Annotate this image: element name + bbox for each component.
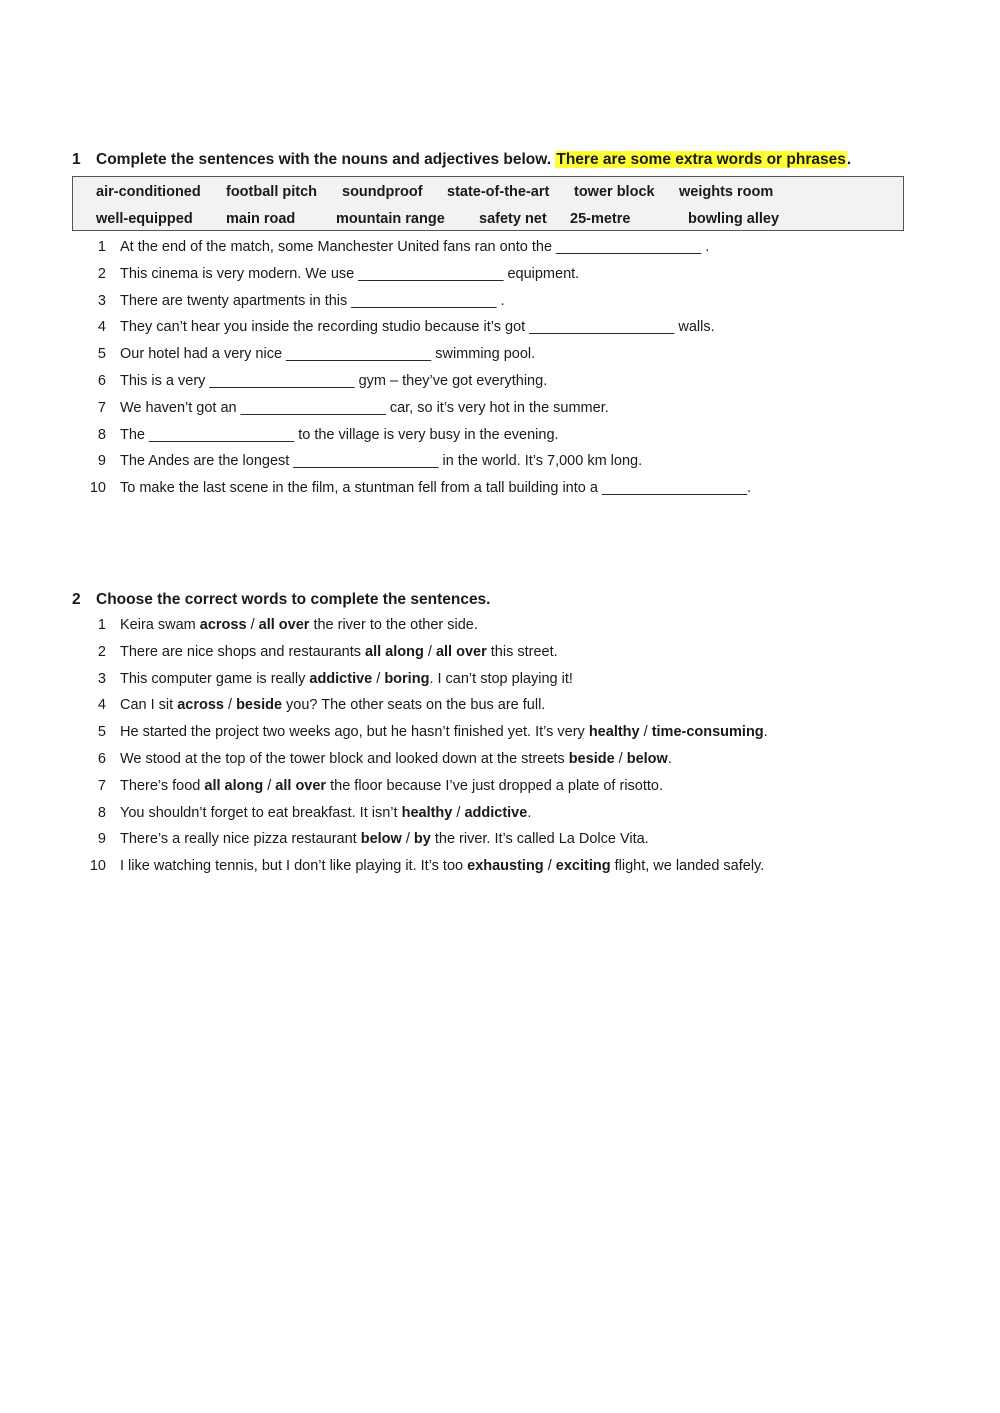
sentence-end: the floor because I’ve just dropped a plate of risotto. (326, 777, 664, 794)
sentence-start: I like watching tennis, but I don’t like playing it. It’s too (120, 858, 468, 875)
word-chip: state-of-the-art (447, 184, 550, 200)
sentence-text: This is a very __________________ gym – they’ve got everything. (120, 372, 548, 389)
choice-item (72, 853, 922, 880)
choice-sentence (120, 826, 649, 853)
sentence-start: There are nice shops and restaurants (120, 643, 366, 660)
option-b: all over (435, 643, 487, 660)
sentence-text: They can’t hear you inside the recording studio because it’s got __________________ walls. (120, 319, 715, 336)
option-a: beside (568, 750, 615, 767)
sentence-start: Keira swam (120, 617, 200, 633)
sentence-end: this street. (486, 643, 558, 660)
sentence-item (72, 422, 922, 449)
sentence-item (72, 314, 922, 341)
option-a: addictive (309, 670, 373, 687)
sentence-item (72, 475, 922, 502)
item-number: 7 (97, 777, 106, 794)
sentence-item (72, 448, 922, 475)
choice-sentence (120, 853, 764, 880)
option-a: across (199, 617, 247, 633)
item-number: 8 (97, 426, 106, 443)
option-a: all along (204, 777, 264, 794)
option-a: healthy (401, 804, 453, 821)
choice-item (72, 746, 922, 773)
choice-sentence (120, 666, 573, 693)
word-box (72, 176, 904, 231)
option-a: exhausting (467, 858, 544, 875)
choice-item (72, 719, 922, 746)
sentence-text: To make the last scene in the film, a stuntman fell from a tall building into a __________________. (120, 480, 752, 497)
item-number: 6 (97, 750, 106, 767)
option-a: healthy (588, 724, 640, 741)
option-separator: / (639, 724, 652, 741)
sentence-start: This computer game is really (120, 670, 310, 687)
option-b: all over (275, 777, 327, 794)
option-b: below (626, 750, 668, 767)
word-chip: well-equipped (96, 211, 193, 227)
choice-sentence (120, 639, 558, 666)
item-number: 3 (97, 670, 106, 687)
item-number: 10 (89, 858, 106, 875)
option-a: all along (365, 643, 424, 660)
item-number: 1 (97, 239, 106, 255)
sentence-text: Our hotel had a very nice __________________ swimming pool. (120, 346, 536, 363)
exercise-2-items (72, 612, 922, 880)
choice-item (72, 800, 922, 827)
exercise-2-heading (72, 589, 922, 611)
choice-sentence (120, 746, 672, 773)
choice-item (72, 666, 922, 693)
choice-item (72, 826, 922, 853)
sentence-start: Can I sit (120, 697, 178, 714)
sentence-item (72, 234, 922, 261)
item-number: 3 (97, 292, 106, 309)
option-b: beside (236, 697, 283, 714)
sentence-start: There’s food (120, 777, 205, 794)
exercise-instruction: Complete the sentences with the nouns and adjectives below. (96, 151, 552, 168)
highlighted-note: There are some extra words or phrases (556, 151, 846, 168)
option-b: by (413, 831, 431, 848)
choice-sentence (120, 692, 545, 719)
item-number: 10 (89, 480, 106, 497)
word-chip: weights room (679, 184, 774, 200)
word-chip: bowling alley (688, 211, 780, 227)
item-number: 4 (97, 319, 106, 336)
sentence-text: We haven’t got an __________________ car, so it’s very hot in the summer. (120, 399, 609, 416)
option-separator: / (401, 831, 414, 848)
sentence-text: At the end of the match, some Manchester United fans ran onto the __________________ . (120, 239, 710, 255)
sentence-text: The Andes are the longest __________________ in the world. It’s 7,000 km long. (120, 453, 643, 470)
choice-sentence (120, 719, 768, 746)
choice-item (72, 639, 922, 666)
option-separator: / (223, 697, 237, 714)
option-separator: / (423, 643, 436, 660)
option-separator: / (614, 750, 627, 767)
sentence-item (72, 288, 922, 315)
sentence-start: We stood at the top of the tower block and looked down at the streets (120, 750, 569, 767)
option-b: time-consuming (651, 724, 764, 741)
sentence-text: There are twenty apartments in this __________________ . (120, 292, 505, 309)
option-b: all over (258, 617, 310, 633)
item-number: 2 (97, 643, 106, 660)
sentence-start: There’s a really nice pizza restaurant (120, 831, 361, 848)
choice-item (72, 692, 922, 719)
item-number: 6 (97, 372, 106, 389)
item-number: 9 (97, 453, 106, 470)
exercise-number: 1 (72, 151, 81, 168)
sentence-text: The __________________ to the village is very busy in the evening. (120, 426, 559, 443)
item-number: 4 (97, 697, 106, 714)
item-number: 7 (97, 399, 106, 416)
item-number: 5 (97, 724, 106, 741)
item-number: 5 (97, 346, 106, 363)
item-number: 9 (97, 831, 106, 848)
sentence-item (72, 368, 922, 395)
sentence-end: the river to the other side. (309, 617, 478, 633)
sentence-start: He started the project two weeks ago, but he hasn’t finished yet. It’s very (120, 724, 589, 741)
word-chip: tower block (574, 184, 655, 200)
option-separator: / (543, 858, 556, 875)
option-b: boring (384, 670, 430, 687)
option-a: across (177, 697, 224, 714)
choice-item (72, 773, 922, 800)
choice-sentence (120, 612, 478, 639)
sentence-item (72, 261, 922, 288)
word-chip: safety net (479, 211, 547, 227)
sentence-start: You shouldn’t forget to eat breakfast. It isn’t (120, 804, 402, 821)
choice-item (72, 612, 922, 639)
sentence-end: flight, we landed safely. (610, 858, 765, 875)
sentence-item (72, 395, 922, 422)
word-chip: soundproof (342, 184, 423, 200)
word-chip: air-conditioned (96, 184, 201, 200)
choice-sentence (120, 773, 663, 800)
word-chip: 25-metre (570, 211, 631, 227)
exercise-instruction: Choose the correct words to complete the sentences. (96, 591, 491, 608)
choice-sentence (120, 800, 531, 827)
exercise-1-heading (72, 149, 922, 171)
option-a: below (360, 831, 402, 848)
word-chip: football pitch (226, 184, 318, 200)
option-separator: / (246, 617, 259, 633)
option-separator: / (263, 777, 276, 794)
word-chip: mountain range (336, 211, 445, 227)
sentence-end: . (667, 750, 672, 767)
exercise-1 (72, 149, 922, 502)
sentence-end: . (763, 724, 768, 741)
item-number: 2 (97, 265, 106, 282)
exercise-2 (72, 589, 922, 880)
exercise-number: 2 (72, 591, 81, 608)
word-chip: main road (226, 211, 296, 227)
exercise-1-items (72, 234, 922, 502)
note-period: . (846, 151, 852, 168)
sentence-end: you? The other seats on the bus are full. (282, 697, 546, 714)
option-separator: / (372, 670, 385, 687)
sentence-end: . (527, 804, 532, 821)
sentence-end: the river. It’s called La Dolce Vita. (430, 831, 649, 848)
item-number: 8 (97, 804, 106, 821)
sentence-text: This cinema is very modern. We use __________________ equipment. (120, 265, 580, 282)
option-b: addictive (464, 804, 528, 821)
sentence-item (72, 341, 922, 368)
sentence-end: . I can’t stop playing it! (429, 670, 573, 687)
option-separator: / (452, 804, 465, 821)
option-b: exciting (555, 858, 611, 875)
item-number: 1 (97, 617, 106, 633)
